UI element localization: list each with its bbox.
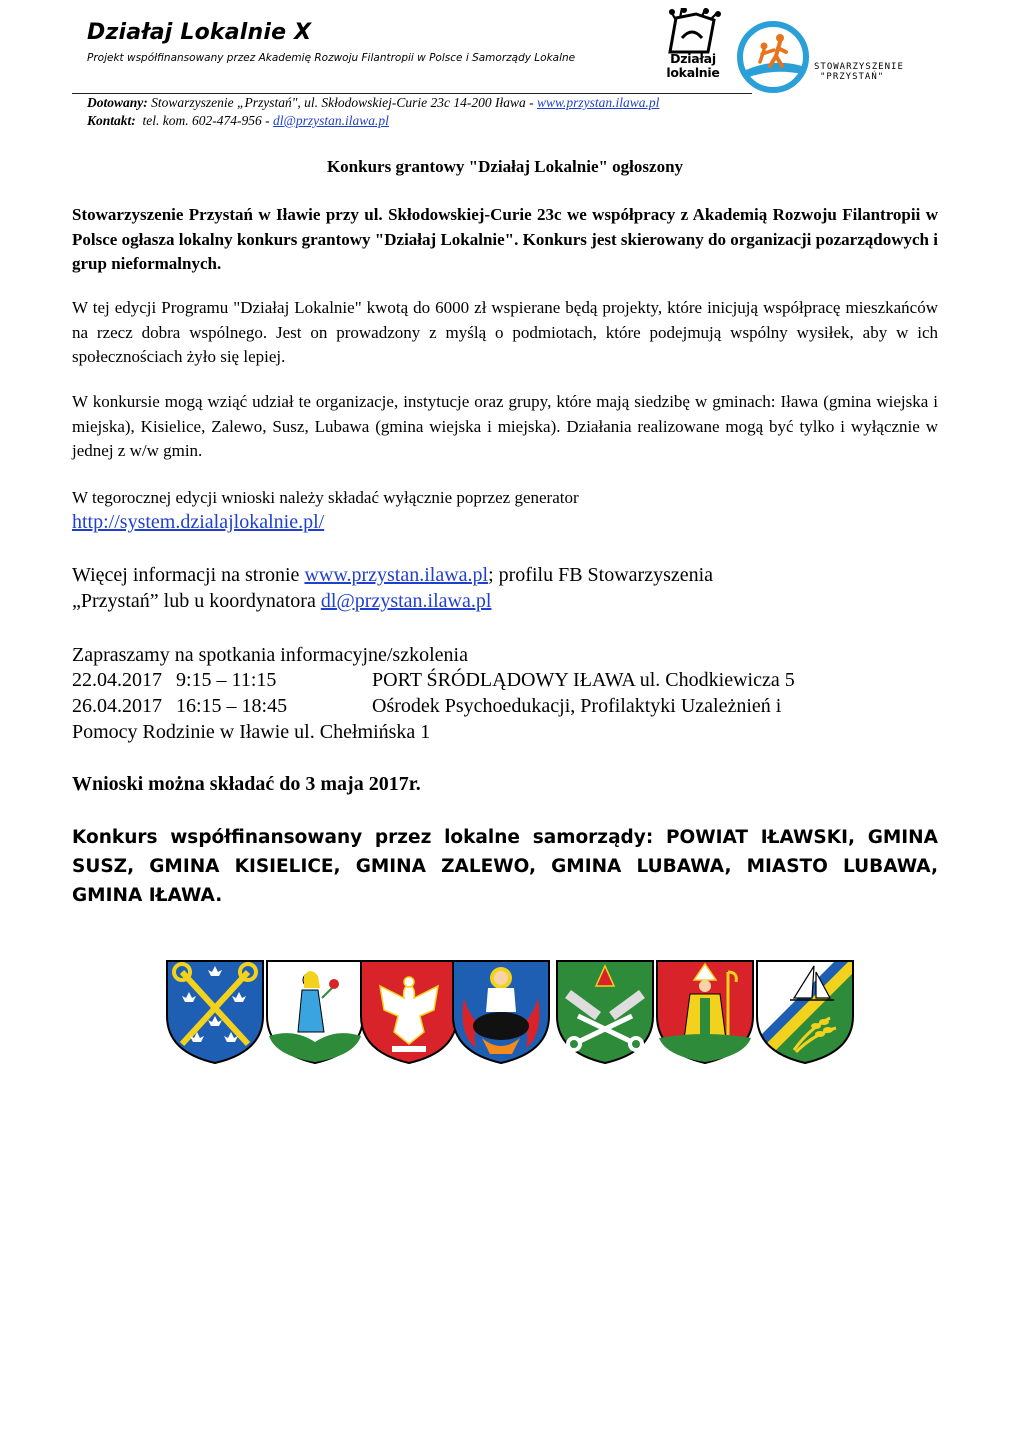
intro-paragraph: Stowarzyszenie Przystań w Iławie przy ul. Skłodowskiej-Curie 23c we współpracy z Akademią Rozwoju Filantropii w Polsce ogłasza lokalny konkurs grantowy "Działaj Lokalnie". Konkurs jest skierowany do organizacji pozarządowych i grup nieformalnych.	[72, 205, 938, 273]
meeting-place: Ośrodek Psychoedukacji, Profilaktyki Uzależnień i	[372, 695, 782, 717]
meeting-date: 26.04.2017	[72, 695, 162, 717]
gmina-kisielice-coat-of-arms-icon	[754, 958, 856, 1066]
contact-line	[87, 113, 389, 129]
gmina-zalewo-coat-of-arms-icon	[450, 958, 552, 1066]
paragraph-eligibility: W konkursie mogą wziąć udział te organizacje, instytucje oraz grupy, które mają siedzibę w gminach: Iława (gmina wiejska i miejska), Kisielice, Zalewo, Susz, Lubawa (gmina wiejska i miejska). Działania realizowane mogą być tylko i wyłącznie w jednej z w/w gmin.	[72, 392, 938, 460]
gmina-ilawa-coat-of-arms-icon	[264, 958, 366, 1066]
przystan-logo-text	[814, 62, 904, 82]
dzialaj-lokalnie-logo	[662, 8, 724, 92]
more-info-text1: Więcej informacji na stronie	[72, 564, 305, 586]
funded-line	[87, 95, 659, 111]
more-info-link-email[interactable]: dl@przystan.ilawa.pl	[320, 590, 492, 612]
powiat-ilawski-coat-of-arms-icon	[164, 958, 266, 1066]
meeting-time: 16:15 – 18:45	[176, 695, 288, 717]
meeting-row	[72, 667, 795, 693]
meeting-place-cont: Pomocy Rodzinie w Iławie ul. Chełmińska 1	[72, 721, 431, 743]
contact-link[interactable]: dl@przystan.ilawa.pl	[273, 113, 389, 128]
header-title: Działaj Lokalnie X	[87, 20, 312, 45]
more-info-text3: „Przystań” lub u koordynatora	[72, 590, 321, 612]
more-info-text2: ; profilu FB Stowarzyszenia	[488, 564, 714, 586]
logo-prz-line2: "PRZYSTAŃ"	[820, 72, 885, 82]
meeting-time: 9:15 – 11:15	[176, 669, 277, 691]
meeting-date: 22.04.2017	[72, 669, 162, 691]
cofinance-paragraph: Konkurs współfinansowany przez lokalne samorządy: POWIAT IŁAWSKI, GMINA SUSZ, GMINA KISIELICE, GMINA ZALEWO, GMINA LUBAWA, MIASTO LUBAWA, GMINA IŁAWA.	[72, 827, 938, 906]
przystan-logo-icon	[736, 20, 810, 94]
more-info-link-www[interactable]: www.przystan.ilawa.pl	[304, 564, 489, 586]
meeting-row	[72, 693, 781, 719]
contact-label: Kontakt:	[87, 113, 136, 128]
coats-of-arms-row	[160, 958, 860, 1068]
meetings-intro: Zapraszamy na spotkania informacyjne/szkolenia	[72, 644, 468, 666]
page-title: Konkurs grantowy "Działaj Lokalnie" ogłoszony	[326, 157, 684, 176]
logo-dl-line1: Działaj	[670, 51, 716, 66]
funded-link[interactable]: www.przystan.ilawa.pl	[537, 95, 660, 110]
header-subtitle: Projekt współfinansowany przez Akademię Rozwoju Filantropii w Polsce i Samorządy Lokalne	[87, 52, 576, 64]
generator-link[interactable]: http://system.dzialajlokalnie.pl/	[72, 511, 325, 533]
more-info-line2	[72, 588, 491, 614]
logo-prz-line1: STOWARZYSZENIE	[814, 62, 904, 72]
contact-text: tel. kom. 602-474-956 -	[142, 113, 273, 128]
gmina-lubawa-coat-of-arms-icon	[554, 958, 656, 1066]
paragraph-generator: W tegorocznej edycji wnioski należy składać wyłącznie poprzez generator	[72, 488, 579, 507]
more-info-line1	[72, 562, 713, 588]
meeting-place: PORT ŚRÓDLĄDOWY IŁAWA ul. Chodkiewicza 5	[372, 669, 795, 691]
funded-text: Stowarzyszenie „Przystań", ul. Skłodowskiej-Curie 23c 14-200 Iława -	[151, 95, 538, 110]
deadline-text: Wnioski można składać do 3 maja 2017r.	[72, 773, 421, 795]
paragraph-program: W tej edycji Programu "Działaj Lokalnie" kwotą do 6000 zł wspierane będą projekty, które inicjują współpracę mieszkańców na rzecz dobra wspólnego. Jest on prowadzony z myślą o podmiotach, które podejmują wspólny wysiłek, aby w ich społecznościach żyło się lepiej.	[72, 298, 938, 366]
funded-label: Dotowany:	[87, 95, 148, 110]
header-divider	[72, 93, 752, 94]
dzialaj-lokalnie-emblem-icon	[662, 8, 724, 56]
miasto-lubawa-coat-of-arms-icon	[358, 958, 460, 1066]
logo-dl-line2: lokalnie	[666, 65, 720, 80]
gmina-susz-coat-of-arms-icon	[654, 958, 756, 1066]
